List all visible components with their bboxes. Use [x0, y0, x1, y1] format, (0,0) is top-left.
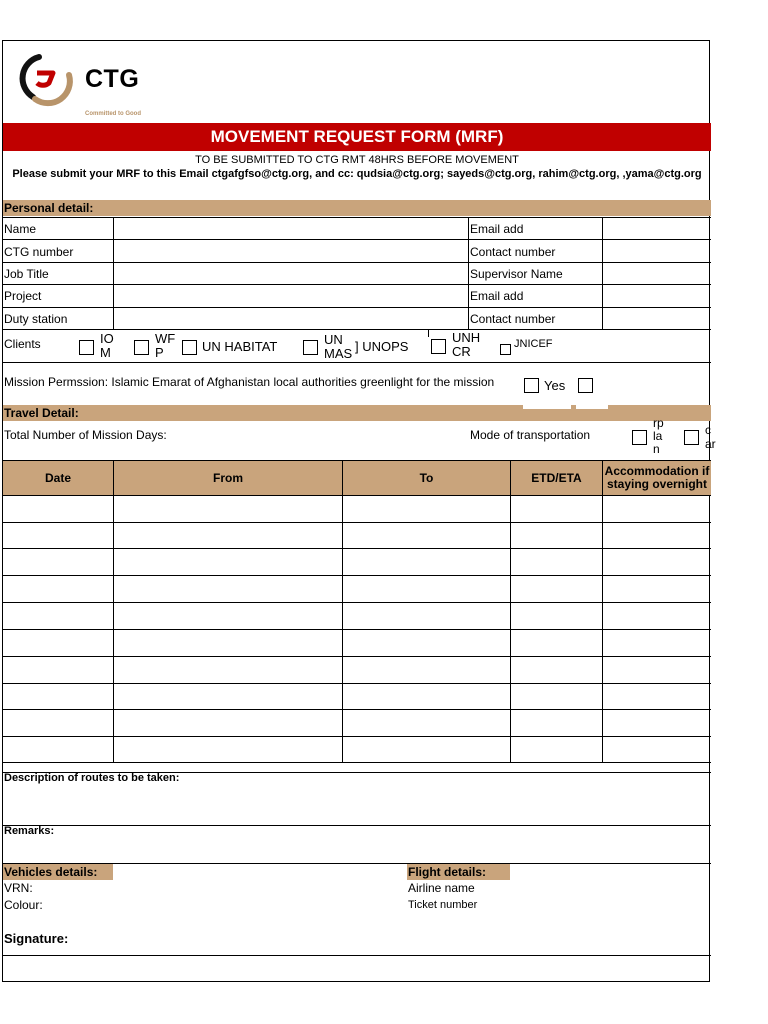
- vehicles-details-header: Vehicles details:: [3, 864, 113, 880]
- client-wfp-label: WF P: [155, 331, 176, 360]
- client-unhcr-label: UNH CR: [452, 330, 481, 359]
- client-unhabitat-label: UN HABITAT: [202, 339, 278, 354]
- mode-of-transport-label: Mode of transportation: [470, 428, 591, 442]
- supervisor-email-input[interactable]: [604, 286, 710, 306]
- permission-yes-checkbox[interactable]: [524, 378, 539, 393]
- col-accommodation-header: Accommodation if staying overnight: [603, 461, 711, 495]
- client-unops-label: ] UNOPS: [355, 339, 409, 354]
- client-unicef-checkbox[interactable]: [500, 344, 511, 355]
- client-unmas-label: UN MAS: [324, 332, 353, 361]
- contact-number-label: Contact number: [470, 245, 556, 259]
- col-date-header: Date: [3, 461, 113, 495]
- submission-email: Please submit your MRF to this Email ctgafgfso@ctg.org, and cc: qudsia@ctg.org; sayeds@ctg.org, rahim@ctg.org, ,yama@ctg.org: [12, 168, 702, 180]
- transport-car-checkbox[interactable]: [684, 430, 699, 445]
- signature-area[interactable]: [83, 925, 703, 955]
- permission-no-checkbox[interactable]: [578, 378, 593, 393]
- personal-detail-header: Personal detail:: [3, 200, 711, 216]
- ticket-number-label: Ticket number: [408, 899, 478, 911]
- project-label: Project: [4, 289, 42, 303]
- remarks-input[interactable]: [3, 840, 711, 863]
- client-unhabitat-checkbox[interactable]: [182, 340, 197, 355]
- colour-label: Colour:: [4, 898, 43, 912]
- mission-permission-label: Mission Permssion: Islamic Emarat of Afghanistan local authorities greenlight for the mission: [4, 375, 495, 389]
- contact-number-input[interactable]: [604, 241, 710, 261]
- supervisor-name-label: Supervisor Name: [470, 267, 563, 281]
- transport-plane-checkbox[interactable]: [632, 430, 647, 445]
- transport-plane-label: rp la n: [653, 416, 664, 456]
- logo-text: CTG: [85, 65, 140, 93]
- signature-label: Signature:: [4, 931, 69, 946]
- ctg-logo-icon: [15, 53, 75, 105]
- routes-label: Description of routes to be taken:: [4, 772, 180, 784]
- project-input[interactable]: [115, 286, 467, 306]
- duty-station-input[interactable]: [115, 309, 467, 328]
- logo-tagline: Committed to Good: [85, 111, 141, 117]
- email-input[interactable]: [604, 219, 710, 238]
- permission-yes-label: Yes: [544, 378, 566, 393]
- client-iom-checkbox[interactable]: [79, 340, 94, 355]
- vrn-label: VRN:: [4, 881, 33, 895]
- supervisor-email-label: Email add: [470, 289, 524, 303]
- col-from-header: From: [114, 461, 342, 495]
- email-label: Email add: [470, 222, 524, 236]
- travel-itinerary-rows[interactable]: [3, 496, 711, 762]
- supervisor-name-input[interactable]: [604, 264, 710, 283]
- submission-note: TO BE SUBMITTED TO CTG RMT 48HRS BEFORE MOVEMENT: [195, 154, 519, 166]
- name-input[interactable]: [115, 219, 467, 238]
- client-wfp-checkbox[interactable]: [134, 340, 149, 355]
- routes-input[interactable]: [3, 787, 711, 825]
- client-unmas-checkbox[interactable]: [303, 340, 318, 355]
- transport-car-label: c ar: [705, 423, 716, 451]
- supervisor-contact-input[interactable]: [604, 309, 710, 328]
- remarks-label: Remarks:: [4, 825, 55, 837]
- job-title-input[interactable]: [115, 264, 467, 283]
- travel-detail-header: Travel Detail:: [3, 405, 711, 421]
- job-title-label: Job Title: [4, 267, 49, 281]
- flight-details-header: Flight details:: [407, 864, 510, 880]
- col-to-header: To: [343, 461, 510, 495]
- supervisor-contact-label: Contact number: [470, 312, 556, 326]
- name-label: Name: [4, 222, 37, 236]
- form-title: MOVEMENT REQUEST FORM (MRF): [3, 123, 711, 151]
- client-iom-label: IO M: [100, 331, 114, 360]
- mrf-form: [2, 40, 716, 982]
- client-unicef-label: JNICEF: [514, 338, 553, 350]
- duty-station-label: Duty station: [4, 312, 68, 326]
- ctg-number-input[interactable]: [115, 241, 467, 261]
- total-days-label: Total Number of Mission Days:: [4, 428, 167, 442]
- ctg-number-label: CTG number: [4, 245, 74, 259]
- col-etd-eta-header: ETD/ETA: [511, 461, 602, 495]
- airline-name-label: Airline name: [408, 881, 475, 895]
- client-unhcr-checkbox[interactable]: [431, 339, 446, 354]
- clients-label: Clients: [4, 337, 41, 351]
